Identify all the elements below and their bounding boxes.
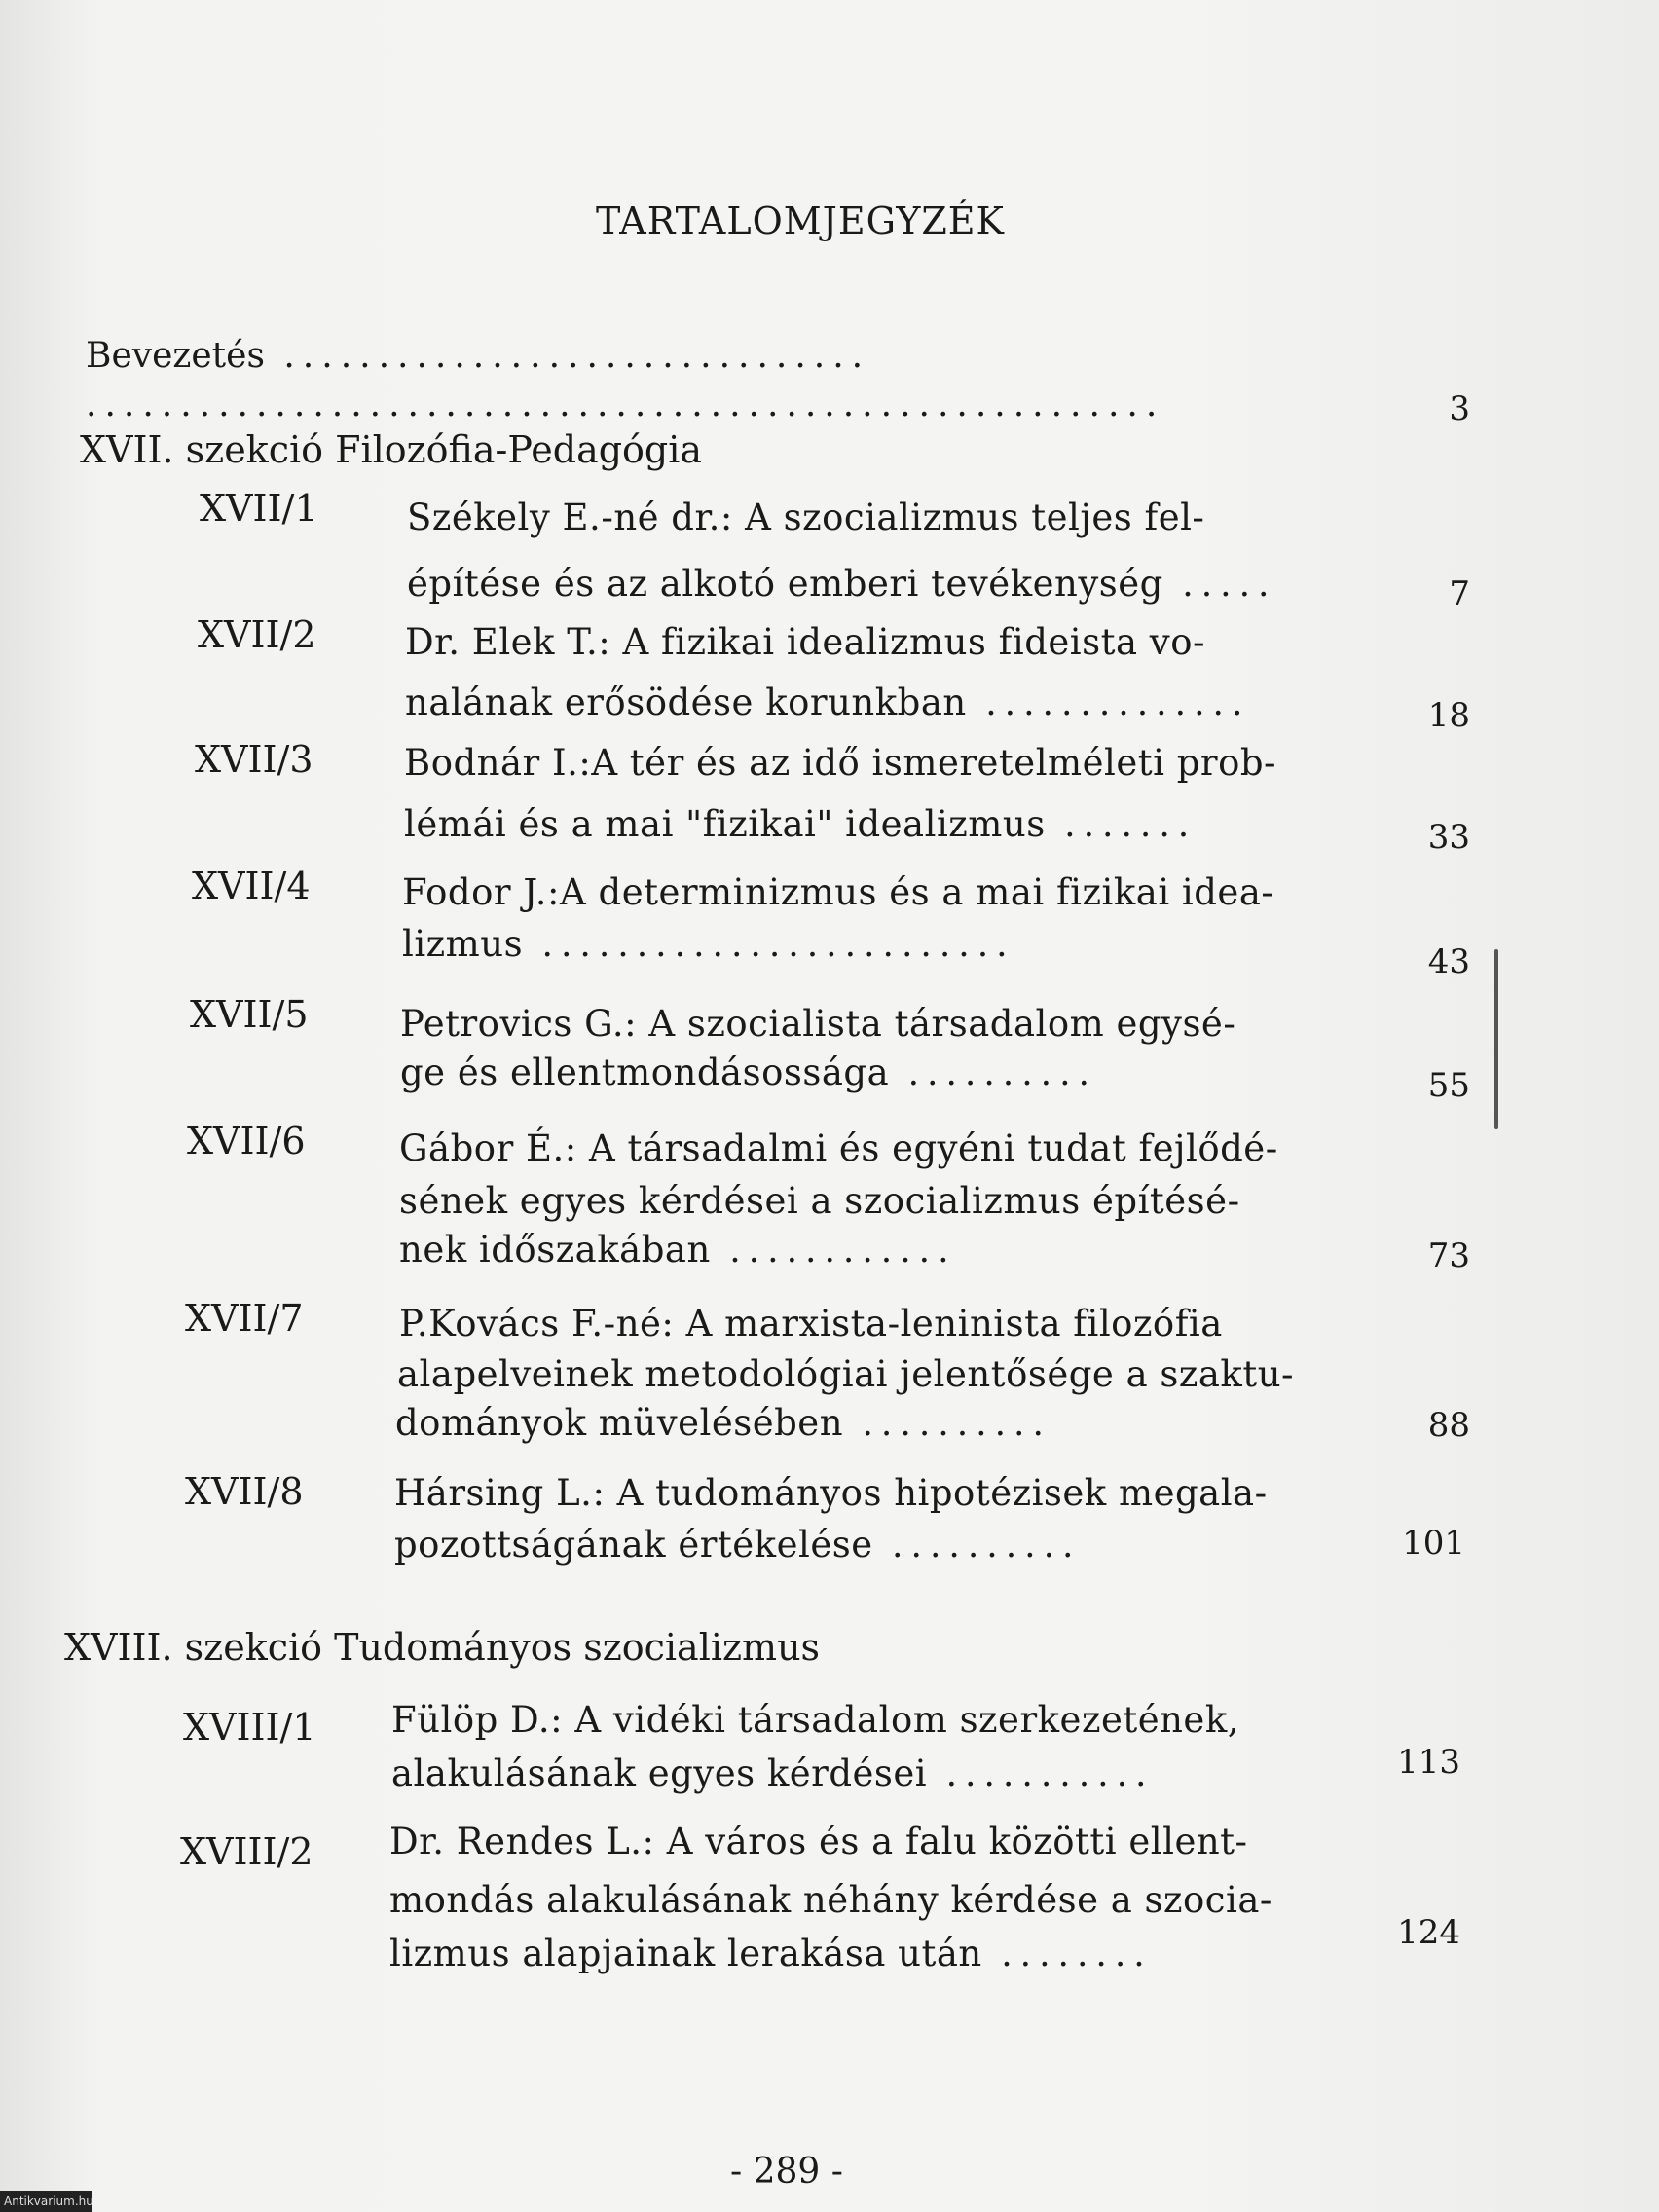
entry-text-line: Petrovics G.: A szocialista társadalom egysé- <box>400 1003 1236 1045</box>
entry-page-number: 7 <box>1449 574 1470 613</box>
intro-entry: Bevezetés ............................... <box>86 336 871 376</box>
entry-page-number: 33 <box>1427 818 1470 857</box>
entry-page-number: 18 <box>1427 696 1470 735</box>
intro-label: Bevezetés <box>86 336 265 376</box>
entry-page-number: 43 <box>1427 942 1470 981</box>
entry-page-number: 55 <box>1427 1066 1470 1105</box>
section-heading: XVII. szekció Filozófia-Pedagógia <box>80 428 703 471</box>
entry-text-line: P.Kovács F.-né: A marxista-leninista filozófia <box>399 1303 1223 1345</box>
entry-text-line: lizmus alapjainak lerakása után ........ <box>389 1933 1153 1974</box>
entry-code: XVII/8 <box>185 1470 304 1513</box>
entry-text-line: dományok müvelésében .......... <box>395 1402 1051 1444</box>
entry-text-line: Fodor J.:A determinizmus és a mai fizikai idea- <box>402 871 1274 913</box>
entry-code: XVII/2 <box>198 613 316 656</box>
entry-text-line: pozottságának értékelése .......... <box>394 1524 1082 1566</box>
intro-page-number: 3 <box>1449 389 1470 428</box>
entry-page-number: 88 <box>1427 1406 1470 1445</box>
entry-text-line: lizmus ......................... <box>402 923 1015 965</box>
entry-text-line: lémái és a mai "fizikai" idealizmus ....... <box>404 803 1198 845</box>
entry-text-line: alapelveinek metodológiai jelentősége a szaktu- <box>397 1353 1295 1395</box>
entry-code: XVII/7 <box>185 1297 304 1340</box>
entry-page-number: 124 <box>1397 1913 1460 1952</box>
entry-code: XVII/6 <box>187 1120 306 1162</box>
entry-text-line: mondás alakulásának néhány kérdése a szocia- <box>389 1879 1272 1921</box>
section-heading: XVIII. szekció Tudományos szocializmus <box>64 1626 821 1669</box>
entry-page-number: 113 <box>1397 1743 1460 1782</box>
entry-text-line: Hársing L.: A tudományos hipotézisek megala- <box>394 1472 1268 1514</box>
entry-text-line: nek időszakában ............ <box>399 1229 957 1271</box>
entry-code: XVII/4 <box>192 865 311 907</box>
entry-text-line: nalának erősödése korunkban .............. <box>405 682 1251 723</box>
page-number-footer: - 289 - <box>730 2152 843 2192</box>
intro-dots: ......................................................... <box>86 385 1165 424</box>
watermark: Antikvarium.hu <box>0 2191 92 2212</box>
entry-text-line: Dr. Rendes L.: A város és a falu közötti ellent- <box>389 1821 1248 1862</box>
entry-code: XVII/5 <box>190 993 309 1036</box>
entry-page-number: 101 <box>1402 1524 1465 1563</box>
margin-pencil-mark <box>1494 949 1498 1129</box>
entry-text-line: ge és ellentmondásossága .......... <box>400 1051 1098 1093</box>
entry-text-line: Székely E.-né dr.: A szocializmus teljes fel- <box>407 497 1205 538</box>
entry-text-line: építése és az alkotó emberi tevékenység ..... <box>407 563 1277 605</box>
entry-text-line: sének egyes kérdései a szocializmus építésé- <box>399 1180 1240 1222</box>
entry-text-line: Gábor É.: A társadalmi és egyéni tudat fejlődé- <box>399 1127 1278 1169</box>
entry-code: XVIII/2 <box>180 1830 313 1873</box>
entry-text-line: alakulásának egyes kérdései ........... <box>391 1752 1155 1794</box>
entry-page-number: 73 <box>1427 1236 1470 1275</box>
page-title: TARTALOMJEGYZÉK <box>596 200 1005 242</box>
entry-text-line: Fülöp D.: A vidéki társadalom szerkezetének, <box>391 1699 1240 1741</box>
entry-code: XVIII/1 <box>183 1706 316 1749</box>
entry-code: XVII/3 <box>195 738 313 781</box>
entry-code: XVII/1 <box>200 487 318 530</box>
entry-text-line: Dr. Elek T.: A fizikai idealizmus fideista vo- <box>405 621 1205 663</box>
entry-text-line: Bodnár I.:A tér és az idő ismeretelméleti prob- <box>404 742 1277 784</box>
